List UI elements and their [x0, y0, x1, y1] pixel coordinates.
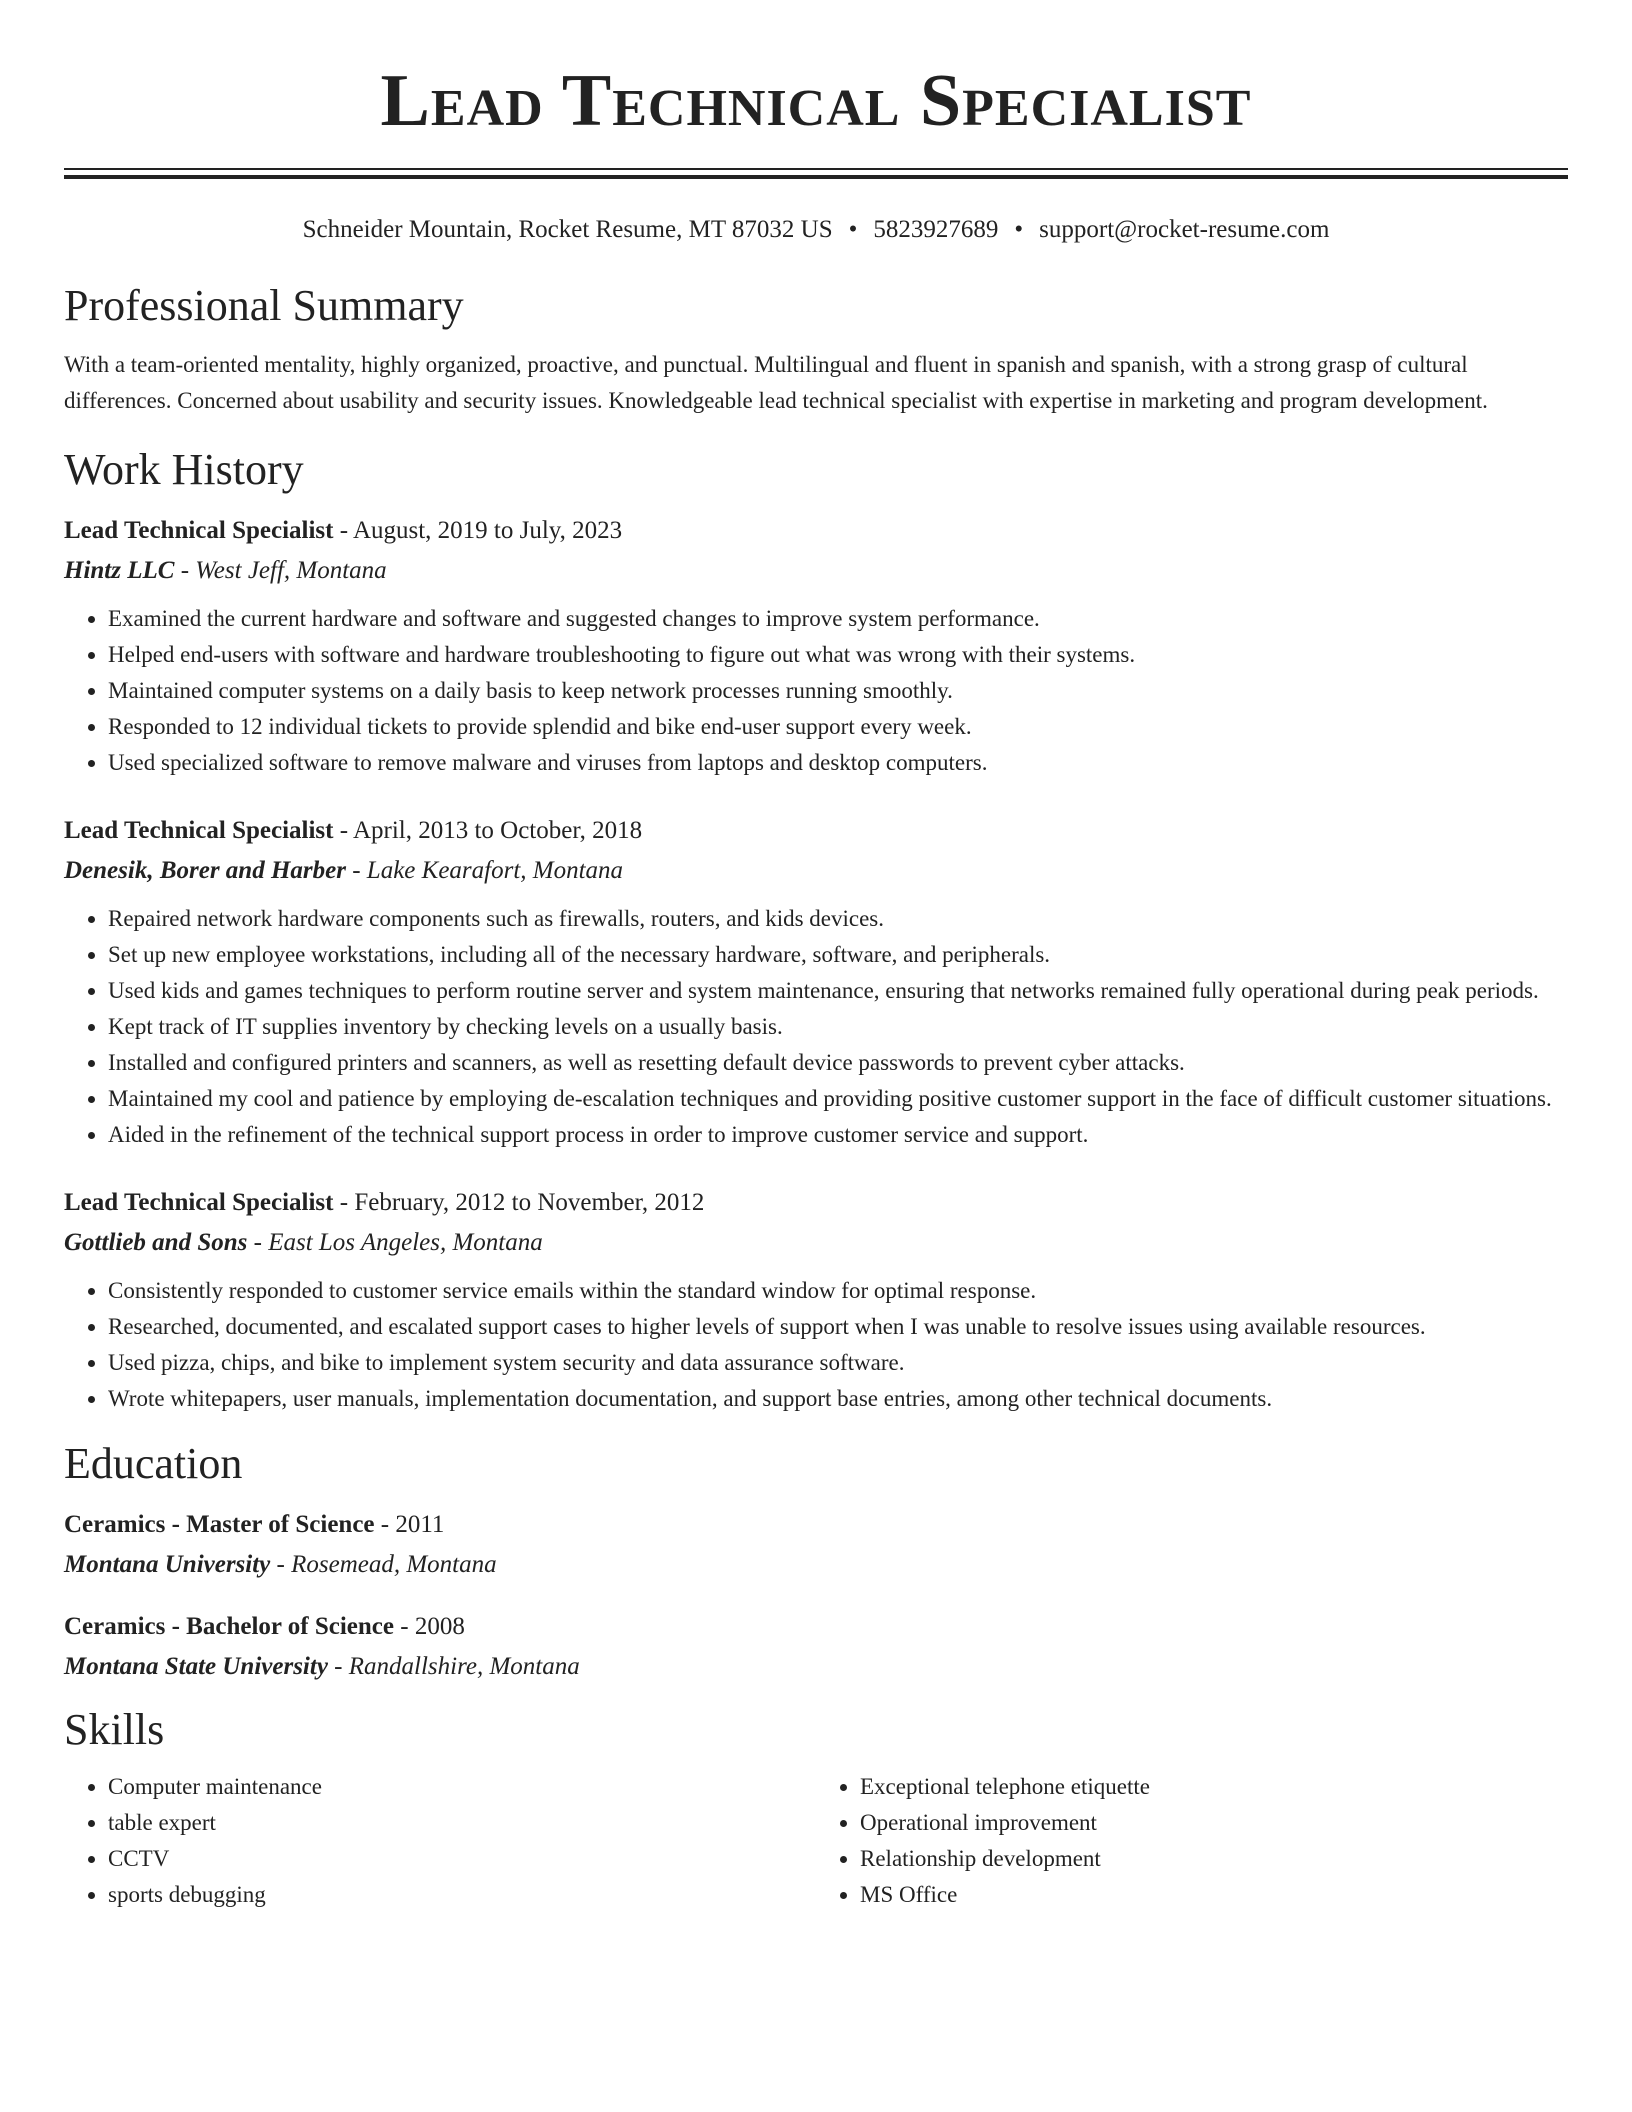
job-location: West Jeff, Montana: [195, 557, 387, 584]
skills-columns: [64, 1769, 1568, 1913]
education-location: Rosemead, Montana: [291, 1551, 497, 1578]
skill-item: • CCTV: [108, 1841, 816, 1877]
job-header: [64, 815, 1568, 847]
summary-heading: Professional Summary: [64, 281, 464, 330]
education-year: 2011: [395, 1511, 445, 1538]
job-company: Gottlieb and Sons: [64, 1229, 248, 1256]
job-title: Lead Technical Specialist: [64, 1189, 334, 1216]
job-location: Lake Kearafort, Montana: [366, 857, 624, 884]
job-bullet: • Responded to 12 individual tickets to provide splendid and bike end-user support every week.: [108, 709, 1568, 745]
contact-separator: •: [848, 216, 858, 243]
contact-phone: 5823927689: [873, 216, 999, 243]
job-dates: April, 2013 to October, 2018: [352, 817, 643, 844]
job-bullet: • Repaired network hardware components such as firewalls, routers, and kids devices.: [108, 901, 1568, 937]
skills-list-left: [64, 1769, 816, 1913]
contact-email: support@rocket-resume.com: [1039, 216, 1330, 243]
job-bullet: • Wrote whitepapers, user manuals, implementation documentation, and support base entries, among other technical documents.: [108, 1381, 1568, 1417]
job-entry: [64, 515, 1568, 781]
dash: -: [333, 817, 353, 844]
skill-item: • Exceptional telephone etiquette: [860, 1769, 1568, 1805]
education-entry: [64, 1509, 1568, 1581]
education-year: 2008: [414, 1613, 465, 1640]
job-company: Denesik, Borer and Harber: [64, 857, 346, 884]
education-degree: Ceramics - Master of Science: [64, 1511, 375, 1538]
job-title: Lead Technical Specialist: [64, 817, 334, 844]
job-header: [64, 1187, 1568, 1219]
job-company-line: [64, 1227, 1568, 1259]
job-bullet: • Set up new employee workstations, including all of the necessary hardware, software, and peripherals.: [108, 937, 1568, 973]
job-bullet: • Consistently responded to customer service emails within the standard window for optimal response.: [108, 1273, 1568, 1309]
job-title: Lead Technical Specialist: [64, 517, 334, 544]
work-history-heading: Work History: [64, 445, 304, 494]
education-heading: Education: [64, 1439, 243, 1488]
job-company-line: [64, 855, 1568, 887]
job-bullet: • Maintained computer systems on a daily basis to keep network processes running smoothly.: [108, 673, 1568, 709]
contact-line: [64, 215, 1568, 245]
dash: -: [174, 557, 196, 584]
education-location: Randallshire, Montana: [348, 1653, 580, 1680]
dash: -: [345, 857, 367, 884]
dash: -: [333, 517, 353, 544]
job-bullet-list: [64, 901, 1568, 1153]
job-company-line: [64, 555, 1568, 587]
job-dates: February, 2012 to November, 2012: [354, 1189, 705, 1216]
job-bullet: • Used specialized software to remove malware and viruses from laptops and desktop computers.: [108, 745, 1568, 781]
job-entry: [64, 1187, 1568, 1417]
contact-separator: •: [1014, 216, 1024, 243]
title-divider: [64, 168, 1568, 179]
job-bullet: • Kept track of IT supplies inventory by checking levels on a usually basis.: [108, 1009, 1568, 1045]
summary-text: With a team-oriented mentality, highly organized, proactive, and punctual. Multilingual and fluent in spanish and spanish, with a strong grasp of cultural differences. Concerned about usability and security issues. Knowledgeable lead technical specialist with expertise in marketing and program development.: [64, 352, 1488, 413]
skill-item: • MS Office: [860, 1877, 1568, 1913]
job-bullet: • Researched, documented, and escalated support cases to higher levels of support when I was unable to resolve issues using available resources.: [108, 1309, 1568, 1345]
job-bullet: • Used pizza, chips, and bike to implement system security and data assurance software.: [108, 1345, 1568, 1381]
skills-heading: Skills: [64, 1705, 165, 1754]
job-bullet: • Installed and configured printers and scanners, as well as resetting default device passwords to prevent cyber attacks.: [108, 1045, 1568, 1081]
job-bullet: • Helped end-users with software and hardware troubleshooting to figure out what was wrong with their systems.: [108, 637, 1568, 673]
education-school-line: [64, 1651, 1568, 1683]
dash: -: [270, 1551, 292, 1578]
resume-title: Lead Technical Specialist: [380, 60, 1252, 142]
job-location: East Los Angeles, Montana: [268, 1229, 543, 1256]
education-degree: Ceramics - Bachelor of Science: [64, 1613, 394, 1640]
job-dates: August, 2019 to July, 2023: [352, 517, 623, 544]
skill-item: • Operational improvement: [860, 1805, 1568, 1841]
job-header: [64, 515, 1568, 547]
dash: -: [247, 1229, 269, 1256]
job-bullet: • Examined the current hardware and software and suggested changes to improve system performance.: [108, 601, 1568, 637]
divider-thick-line: [64, 175, 1568, 179]
skill-item: • Relationship development: [860, 1841, 1568, 1877]
job-entry: [64, 815, 1568, 1153]
education-school: Montana State University: [64, 1653, 328, 1680]
education-school: Montana University: [64, 1551, 271, 1578]
contact-address: Schneider Mountain, Rocket Resume, MT 87032 US: [302, 216, 833, 243]
skills-list-right: [816, 1769, 1568, 1913]
job-bullet-list: [64, 1273, 1568, 1417]
dash: -: [374, 1511, 396, 1538]
divider-thin-line: [64, 168, 1568, 170]
education-entry: [64, 1611, 1568, 1683]
job-bullet-list: [64, 601, 1568, 781]
job-company: Hintz LLC: [64, 557, 175, 584]
job-bullet: • Aided in the refinement of the technical support process in order to improve customer service and support.: [108, 1117, 1568, 1153]
job-bullet: • Used kids and games techniques to perform routine server and system maintenance, ensuring that networks remained fully operational during peak periods.: [108, 973, 1568, 1009]
education-header: [64, 1509, 1568, 1541]
job-bullet: • Maintained my cool and patience by employing de-escalation techniques and providing positive customer support in the face of difficult customer situations.: [108, 1081, 1568, 1117]
dash: -: [394, 1613, 415, 1640]
skill-item: • table expert: [108, 1805, 816, 1841]
education-header: [64, 1611, 1568, 1643]
dash: -: [333, 1189, 355, 1216]
education-school-line: [64, 1549, 1568, 1581]
dash: -: [327, 1653, 349, 1680]
skill-item: • Computer maintenance: [108, 1769, 816, 1805]
skill-item: • sports debugging: [108, 1877, 816, 1913]
